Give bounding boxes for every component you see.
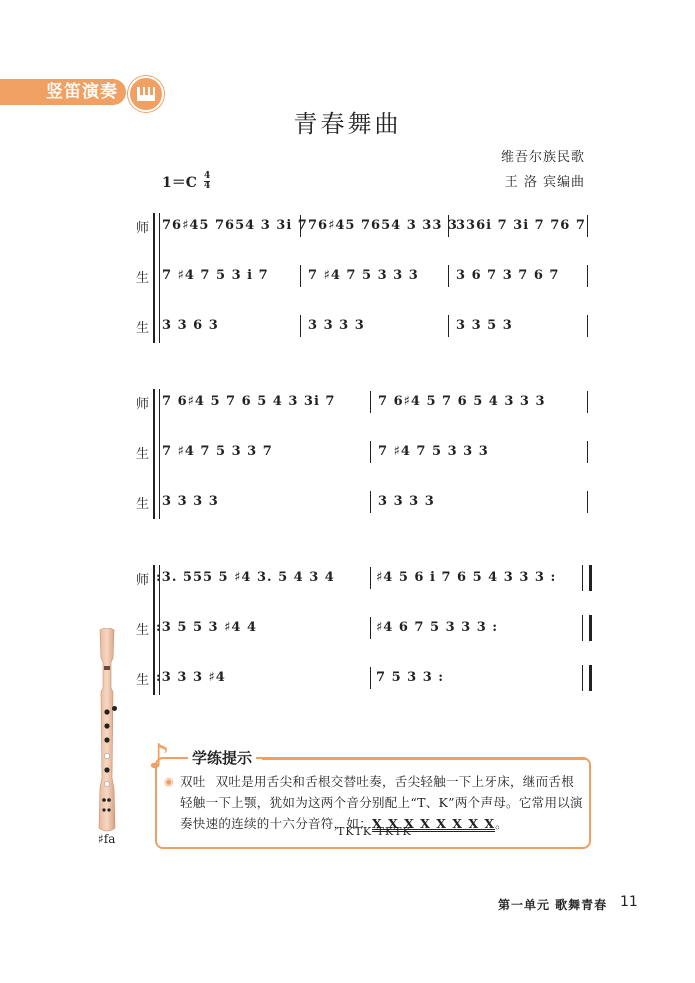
barline: [300, 315, 301, 337]
measure: 7 ♯4 7 5 3 3 3: [308, 268, 419, 283]
fingering-label: ♯fa: [98, 832, 116, 846]
score-system-1: [136, 213, 592, 343]
barline: [370, 441, 371, 463]
repeat-end-barline: [582, 615, 592, 641]
score-row-teacher: [136, 213, 592, 239]
measure: 7 ♯4 7 5 3 3 3: [378, 444, 489, 459]
tip-syllables: TKTK TKTK: [337, 825, 412, 838]
barline: [300, 215, 301, 237]
score-row-student-2: [136, 313, 592, 339]
measure: 7 ♯4 7 5 3 3 7: [162, 444, 273, 459]
barline: [587, 215, 588, 237]
barline: [448, 315, 449, 337]
music-note-icon: ♪: [148, 737, 170, 777]
part-label: 师: [136, 221, 150, 236]
measure: 76♯45 7654 3 3i 7: [162, 218, 308, 233]
score-system-3: [136, 565, 592, 695]
tip-term: 双吐: [180, 774, 206, 789]
part-label: 生: [136, 321, 150, 336]
measure: 3 3 6 3: [162, 318, 219, 333]
measure: 336i 7 3i 7 76 7: [456, 218, 586, 233]
section-tab-label: 竖笛演奏: [46, 82, 118, 102]
score-system-2: [136, 389, 592, 519]
measure: 7 5 3 3 :: [376, 670, 445, 685]
barline: [587, 441, 588, 463]
song-arranger: 王 洛 宾编曲: [504, 175, 585, 190]
barline: [370, 617, 371, 639]
measure: 76♯45 7654 3 33 3: [308, 218, 458, 233]
measure: :3 5 5 3 ♯4 4: [156, 620, 257, 635]
measure: 7 6♯4 5 7 6 5 4 3 3i 7: [162, 394, 336, 409]
thumb-hole-dot: [112, 706, 117, 711]
part-label: 师: [136, 397, 150, 412]
measure: 3 6 7 3 7 6 7: [456, 268, 560, 283]
tip-text-end: 。: [495, 816, 508, 831]
barline: [587, 265, 588, 287]
score-row-student-2: [136, 489, 592, 515]
measure: 7 ♯4 7 5 3 i 7: [162, 268, 269, 283]
barline: [448, 215, 449, 237]
barline: [448, 265, 449, 287]
key-signature: 1＝C: [162, 175, 197, 191]
song-title: 青春舞曲: [293, 110, 402, 138]
barline: [370, 491, 371, 513]
part-label: 生: [136, 271, 150, 286]
measure: 7 6♯4 5 7 6 5 4 3 3 3: [378, 394, 546, 409]
tip-heading: 学练提示: [188, 747, 256, 769]
part-label: 生: [136, 497, 150, 512]
measure: ♯4 5 6 i 7 6 5 4 3 3 3 :: [376, 570, 557, 585]
bullet-icon: ◉: [164, 775, 174, 788]
barline: [587, 315, 588, 337]
tip-example-rhythm: X X X X X X X X: [372, 816, 496, 831]
barline: [370, 391, 371, 413]
repeat-end-barline: [582, 565, 592, 591]
score-row-student-1: [136, 439, 592, 465]
score-row-student-1: [136, 263, 592, 289]
time-signature: [204, 172, 210, 191]
barline: [300, 265, 301, 287]
repeat-end-barline: [582, 665, 592, 691]
barline: [587, 491, 588, 513]
score-row-teacher: [136, 565, 592, 591]
part-label: 生: [136, 623, 150, 638]
measure: 3 3 3 3: [378, 494, 435, 509]
part-label: 生: [136, 673, 150, 688]
part-label: 师: [136, 573, 150, 588]
barline: [587, 391, 588, 413]
score-row-teacher: [136, 389, 592, 415]
time-signature-top: 4: [204, 171, 211, 181]
score-row-student-2: [136, 665, 592, 691]
footer-unit-title: 第一单元 歌舞青春: [498, 898, 608, 912]
tip-text: 双吐是用舌尖和舌根交替吐奏，舌尖轻触一下上牙床，继而舌根轻触一下上颚，犹如为这两个音分别配上“T、K”两个声母。它常用以演奏快速的连续的十六分音符，如：: [180, 774, 583, 831]
time-signature-bottom: 4: [204, 181, 211, 191]
measure: 3 3 3 3: [308, 318, 365, 333]
measure: :3 3 3 ♯4: [156, 670, 226, 685]
measure: 3 3 5 3: [456, 318, 513, 333]
barline: [370, 667, 371, 689]
part-label: 生: [136, 447, 150, 462]
tip-divider: [262, 758, 587, 760]
page-number: 11: [620, 894, 638, 910]
barline: [370, 567, 371, 589]
measure: :3. 555 5 ♯4 3. 5 4 3 4: [156, 570, 335, 585]
score-row-student-1: [136, 615, 592, 641]
piano-keys-icon: [128, 76, 164, 112]
song-origin: 维吾尔族民歌: [500, 150, 585, 165]
measure: ♯4 6 7 5 3 3 3 :: [376, 620, 499, 635]
recorder-illustration: [94, 628, 120, 838]
measure: 3 3 3 3: [162, 494, 219, 509]
